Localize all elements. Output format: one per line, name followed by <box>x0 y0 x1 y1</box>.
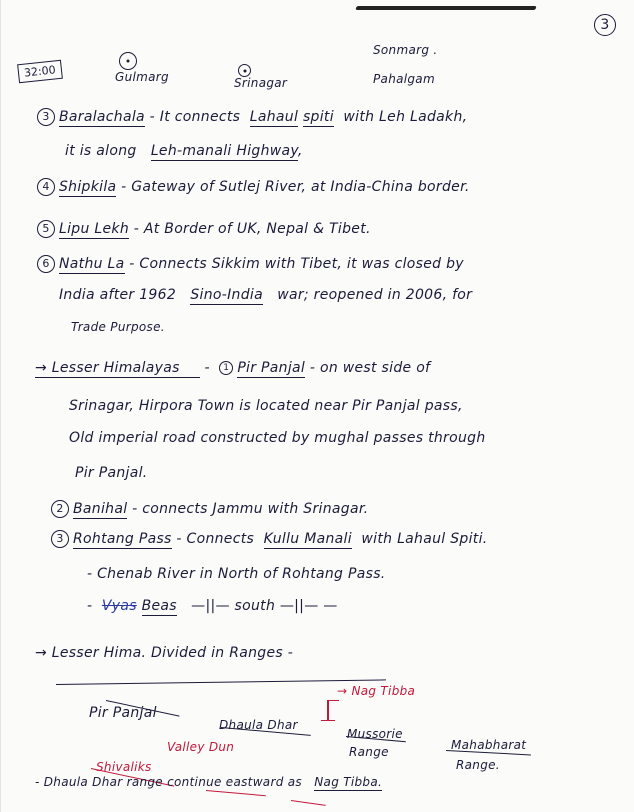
pass-nathu-la-line3: Trade Purpose. <box>71 320 165 334</box>
pass-shipkila: 4 Shipkila - Gateway of Sutlej River, at India-China border. <box>37 178 470 196</box>
range-nag-tibba-red: → Nag Tibba <box>337 684 416 698</box>
pass-lipu-lekh: 5 Lipu Lekh - At Border of UK, Nepal & Tibet. <box>37 220 371 238</box>
page-number: 3 <box>594 14 620 36</box>
score-box: 32:00 <box>17 60 62 83</box>
range-mahabharat: Mahabharat <box>451 738 527 752</box>
map-label-sonmarg: Sonmarg . <box>373 43 438 57</box>
range-mahabharat-2: Range. <box>456 758 500 772</box>
range-dhaula-dhar: Dhaula Dhar <box>219 718 298 732</box>
pir-panjal-line2: Srinagar, Hirpora Town is located near Pir Panjal pass, <box>69 398 463 414</box>
range-valley-dun: Valley Dun <box>167 740 235 754</box>
pass-baralachala-line2: it is along Leh-manali Highway, <box>65 143 303 159</box>
red-branch-line <box>206 790 266 797</box>
pass-nathu-la-line2: India after 1962 Sino-India war; reopened in 2006, for <box>59 287 473 303</box>
rohtang-sub-chenab: - Chenab River in North of Rohtang Pass. <box>87 566 386 582</box>
pass-banihal: 2 Banihal - connects Jammu with Srinagar. <box>51 500 368 518</box>
rohtang-sub-beas: - Vyas Beas —||— south —||— — <box>87 598 338 614</box>
range-mussoorie: Mussorie <box>347 727 403 741</box>
pass-rohtang: 3 Rohtang Pass - Connects Kullu Manali with Lahaul Spiti. <box>51 530 488 548</box>
scan-edge-mark <box>355 6 536 10</box>
pass-baralachala: 3 Baralachala - It connects Lahaul spiti with Leh Ladakh, <box>37 108 467 126</box>
red-bracket-bottom <box>321 720 335 721</box>
gulmarg-dot-icon <box>119 52 137 70</box>
map-label-pahalgam: Pahalgam <box>373 72 435 86</box>
pass-nathu-la: 6 Nathu La - Connects Sikkim with Tibet, it was closed by <box>37 255 464 273</box>
range-pir-panjal: Pir Panjal <box>89 705 157 721</box>
red-bracket-top <box>327 700 339 701</box>
red-bracket <box>327 700 329 720</box>
map-label-srinagar: Srinagar <box>234 76 288 90</box>
pir-panjal-line4: Pir Panjal. <box>75 465 148 481</box>
lesser-himalayas-heading: → Lesser Himalayas - 1 Pir Panjal - on west side of <box>35 360 431 376</box>
pir-panjal-line3: Old imperial road constructed by mughal passes through <box>69 430 486 446</box>
range-mussoorie-2: Range <box>349 745 389 759</box>
ranges-heading: → Lesser Hima. Divided in Ranges - <box>35 645 294 661</box>
red-branch-line <box>291 800 326 806</box>
map-label-gulmarg: Gulmarg <box>115 70 169 84</box>
range-shivaliks: Shivaliks <box>96 760 152 774</box>
ranges-footer: - Dhaula Dhar range continue eastward as Nag Tibba. <box>35 775 383 789</box>
